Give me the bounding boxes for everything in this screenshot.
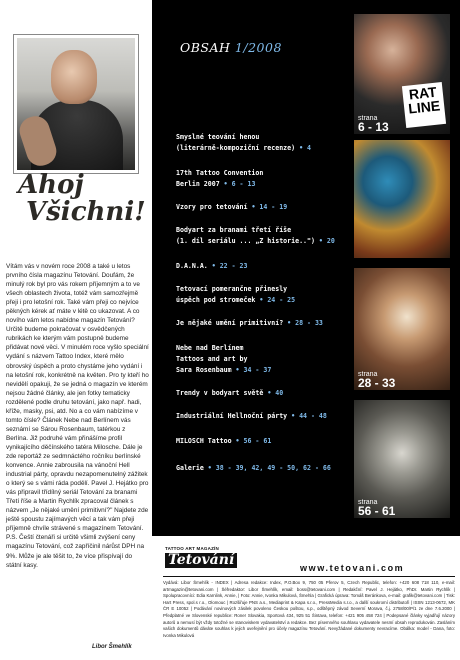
contents-entry[interactable]: Bodyart za branami třetí říše (1. díl seriálu ... „Z historie..") • 20 (176, 226, 335, 245)
editorial-text: Vítám vás v novém roce 2008 a také u letos prvního čísla magazínu Tetování. Doufám, že minulý rok byl pro vás rokem příjemným a to ve všech oblastech života, totéž vám samozřejmě přeji i pro letošní rok. Také vám přeji co nejvíce pěkných kérek ať máte v létě co ukazovat. A co novího vám letos nabídne magazín Tetování? Určitě budeme pokračovat v osvědčených rubrikách ke kterým vám postupně budeme přidávat nové věci. V minulém roce vyšlo speciální vydání s názvem Tattoo Index, které mělo obrovský úspěch a proto chystáme jeho vydání i na letošní rok, konkrétně na květen. Pro ty kteří ho nevidělí opakuji, že se jedná o magazín ve kterém nejsou žádné články, ale jen fotky tematicky rozdělené podle druhu tetování, jako např. hadi, kříže, masky, psi, atd. No a co vám nabízíme v tomto čísle? Článek Nebe nad Berlínem vás seznámí se Sárou Rosenbaum, tatérkou z Berlína. Již podruhé vám přinášíme profil vynikajícího děčínského tatéra Milosche. Dále je zde reportáž ze sedmnáctého ročníku berlínské konvence. Annie zabrousila na vánoční Hell industrial párty, opravdu nezapomenutelný zážitek o který se s vámi ráda podělí. Pavel J. Hejátko pro vás připravil třídílný seriál Tetování za branami Třetí říše a Martin Rychlík zpracoval článek s názvem „Je nějaké umění primitivní?" Najdete zde ještě spoustu zajímavých věcí a tak vám přeji příjemně chvíle strávené s magazínem Tetování. P.S. Čeští čtenáři si určitě všimli zvýšení ceny magazínu Tetování, což zapříčinil nárůst DPH na 9%. Může je ale těšit to, že více přispívají do státní kasy. (6, 263, 149, 569)
contents-entry-pages: 22 - 23 (219, 262, 248, 270)
contents-entry-pages: 24 - 25 (267, 296, 296, 304)
greeting-line-2: Všichni! (26, 197, 146, 228)
contents-entry-title: úspěch pod stromeček (176, 296, 256, 304)
thumbnail-patterns[interactable] (354, 140, 450, 258)
contents-entry-title: Vzory pro tetování (176, 203, 248, 211)
contents-entry[interactable]: Nebe nad Berlínem Tattoos and art by Sara Rosenbaum • 34 - 37 (176, 344, 272, 374)
contents-entry[interactable]: Trendy v bodyart světě • 40 (176, 389, 284, 397)
contents-title (180, 40, 282, 55)
contents-entry[interactable]: 17th Tattoo Convention Berlin 2007 • 6 - 13 (176, 169, 264, 188)
contents-entry-title: Berlin 2007 (176, 180, 220, 188)
contents-entry-title: Sara Rosenbaum (176, 366, 232, 374)
contents-entry[interactable]: Industriální Hellnoční párty • 44 - 48 (176, 412, 327, 420)
contents-entry-pages: 38 - 39, 42, 49 - 50, 62 - 66 (215, 464, 331, 472)
contents-list (176, 120, 344, 474)
contents-entry-pages: 20 (326, 237, 335, 245)
thumbnail-tag: RAT LINE (402, 82, 446, 128)
thumbnail-convention[interactable] (354, 14, 450, 134)
thumbnail-primitive-art[interactable] (354, 268, 450, 390)
contents-entry-title: Nebe nad Berlínem (176, 344, 244, 352)
contents-entry-title: (literárně-kompoziční recenze) (176, 144, 296, 152)
contents-entry-title: 17th Tattoo Convention (176, 169, 264, 177)
thumbnail-label: strana 28 - 33 (358, 371, 396, 390)
thumbnail-label: strana 6 - 13 (358, 115, 389, 134)
contents-entry-title: MILOSCH Tattoo (176, 437, 232, 445)
contents-entry-pages: 44 - 48 (299, 412, 327, 420)
contents-issue-number: 1/2008 (234, 40, 282, 55)
logo-subtitle: TATTOO ART MAGAZÍN (165, 546, 219, 551)
editor-signature: Libor Šmehlík (92, 644, 132, 650)
contents-entry-title: Galerie (176, 464, 204, 472)
contents-entry-title: Industriální Hellnoční párty (176, 412, 288, 420)
contents-entry-title: Je nějaké umění primitivní? (176, 319, 284, 327)
contents-title-word: OBSAH (180, 40, 231, 55)
contents-entry-title: Bodyart za branami třetí říše (176, 226, 292, 234)
contents-entry[interactable]: MILOSCH Tattoo • 56 - 61 (176, 437, 272, 445)
contents-entry[interactable]: Smyslné teování henou (literárně-kompoziční recenze) • 4 (176, 133, 311, 152)
contents-entry[interactable]: D.A.N.A. • 22 - 23 (176, 262, 248, 270)
contents-entry-title: Smyslné teování henou (176, 133, 260, 141)
contents-entry-pages: 6 - 13 (231, 180, 256, 188)
magazine-logo (165, 546, 235, 568)
website-url[interactable]: www.tetovani.com (300, 563, 405, 573)
contents-entry-title: D.A.N.A. (176, 262, 208, 270)
greeting-line-1: Ahoj (18, 170, 84, 200)
contents-entry-pages: 4 (307, 144, 311, 152)
contents-entry[interactable]: Tetovací pomerančne přinesly úspěch pod stromeček • 24 - 25 (176, 285, 296, 304)
thumbnail-milosch[interactable] (354, 400, 450, 518)
divider (163, 576, 455, 577)
contents-panel (152, 0, 460, 536)
contents-entry[interactable]: Vzory pro tetování • 14 - 19 (176, 203, 288, 211)
colophon-text: Vydává: Libor Šmehlík - INDEX | Adresa redakce: Index, P.O.Box 9, 750 05 Přerov 5, Czech Republic, telefon: +420 608 718 110, e-mail: artmagazin@tetovani.com | Šéfredaktor: Libor Šmehlík, email: boss@tetovani.com | Redakční: Pavel J. Hejátko, PhDr. Martin Rychlík | Spolupracovníci: Edia Karnlink, Annie, | Foto: Annie, Ivonka Mikulová, Šmehla | Grafická úprava: Tomáš Beránkova, e-mail: grafik@tetovani.com | Tisk: Hart Press, spol.s r.o., Olomouc | Rozšiřuje PNS a.s., Mediaprint & Kapa s.r.o., PressMedia s.r.o., a další soukromí distributoři | ISSN 1213-0672, MK ČR E 10052 | Podávání novinových zásilek povoleno Českou poštou, s.p., odštěpný závod Severní Morava, č.j. 2758/00/P/1 ze dne 7.6.2000 | Předplatné ve Slovenské republice: Roner Slovakia, Sportová 434, 925 51 Šintava, telefon: +421 905 458 724 | Podepsané články vyjadřují názory autorů a nemusí být vždy totožné se stanoviskem vydavatelství a redakce. Bez písemného souhlasu vydavatele nesmí obsah reprodukován. Zasláním vašich dokumentů dáváte souhlas k jejich uveřejnění pro účely magazínu Tetování. Nevyžádané dokumenty nevracíme. Obálka: model - Dana, foto: Ivonka Mikulová (163, 580, 455, 638)
contents-entry-title: (1. díl seriálu ... „Z historie..") (176, 237, 315, 245)
contents-entry[interactable]: Galerie • 38 - 39, 42, 49 - 50, 62 - 66 (176, 464, 331, 472)
editorial-column (0, 0, 152, 660)
contents-entry-pages: 28 - 33 (295, 319, 323, 327)
contents-entry-title: Trendy v bodyart světě (176, 389, 264, 397)
contents-entry-pages: 56 - 61 (243, 437, 272, 445)
greeting-heading (14, 172, 144, 227)
contents-entry-pages: 14 - 19 (259, 203, 288, 211)
logo-title: Tetování (165, 553, 237, 568)
contents-entry-title: Tattoos and art by (176, 355, 248, 363)
contents-entry-title: Tetovací pomerančne přinesly (176, 285, 288, 293)
contents-entry[interactable]: Je nějaké umění primitivní? • 28 - 33 (176, 319, 323, 327)
editor-photo-image (17, 38, 135, 170)
contents-entry-pages: 40 (275, 389, 284, 397)
editor-photo (13, 34, 139, 174)
contents-entry-pages: 34 - 37 (243, 366, 272, 374)
thumbnail-label: strana 56 - 61 (358, 499, 396, 518)
